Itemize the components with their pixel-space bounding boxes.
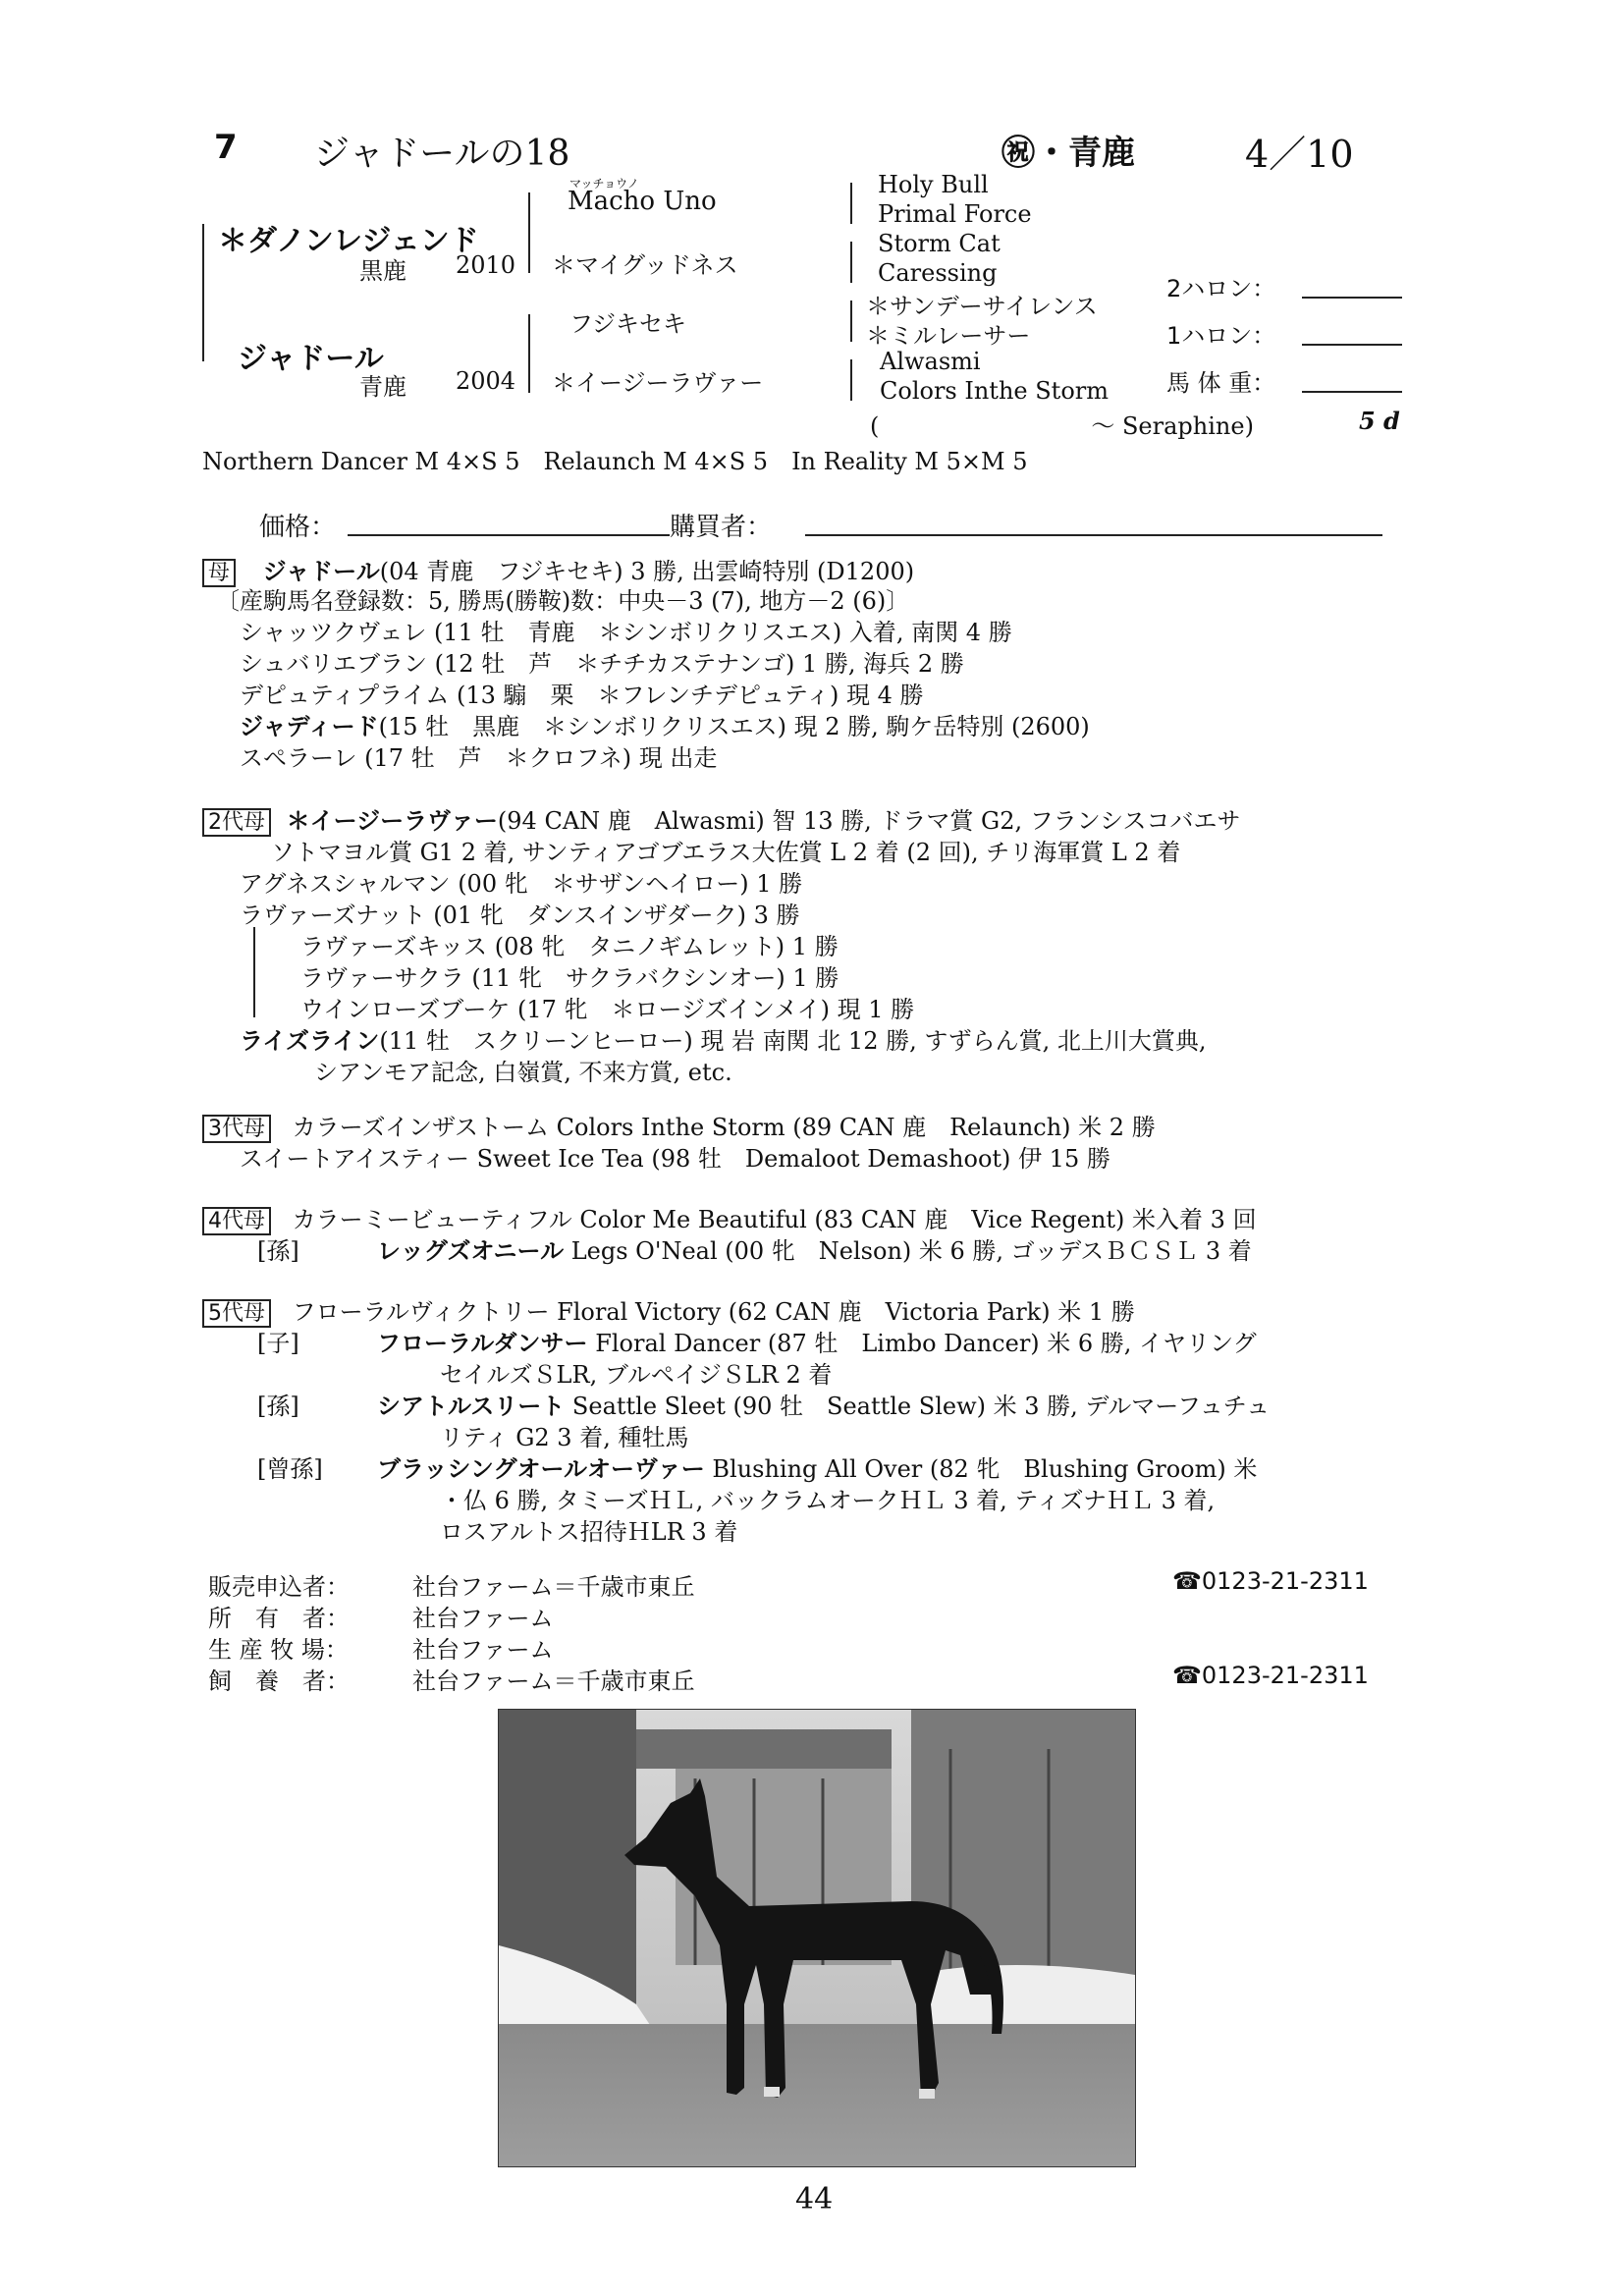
dam-line-3: デピュティプライム (13 騸 栗 ＊フレンチデピュティ) 現 4 勝 xyxy=(240,682,924,709)
fifth-dam-label: 5代母 xyxy=(202,1299,271,1328)
sire-dam: ＊マイグッドネス xyxy=(552,251,738,279)
sire-color: 黒鹿 xyxy=(359,257,406,285)
dam-year: 2004 xyxy=(456,367,516,395)
contact-label-3: 生 産 牧 場： xyxy=(208,1636,349,1664)
fourth-dam-entry: レッグズオニール Legs O'Neal (00 牝 Nelson) 米 6 勝, ゴッデスＢＣＳＬ 3 着 xyxy=(377,1237,1252,1265)
dam-label: 母 xyxy=(202,559,236,587)
price-field[interactable] xyxy=(348,534,670,536)
gen3-6: ＊ミルレーサー xyxy=(866,322,1031,350)
dam-color: 青鹿 xyxy=(359,373,406,401)
third-dam-line: スイートアイスティー Sweet Ice Tea (98 牡 Demaloot Demashoot) 伊 15 勝 xyxy=(240,1145,1110,1173)
dam-line-1: シャッツクヴェレ (11 牡 青鹿 ＊シンボリクリスエス) 入着, 南関 4 勝 xyxy=(240,619,1012,646)
gen3-5: ＊サンデーサイレンス xyxy=(866,293,1098,320)
dam-line-4: ジャディード(15 牡 黒鹿 ＊シンボリクリスエス) 現 2 勝, 駒ケ岳特別 (2600) xyxy=(240,713,1090,740)
third-dam-label: 3代母 xyxy=(202,1115,271,1143)
horse-name: ジャドールの18 xyxy=(314,134,570,174)
dam-dam: ＊イージーラヴァー xyxy=(552,369,764,397)
price-label: 価格： xyxy=(259,513,337,542)
horse-photo xyxy=(498,1709,1136,2167)
measure-2f-label: 2ハロン： xyxy=(1166,275,1276,302)
dam-head-name: ジャドール xyxy=(262,558,380,585)
contact-phone-4: ☎0123-21-2311 xyxy=(1172,1662,1369,1689)
contact-label-4: 飼 養 者： xyxy=(208,1667,350,1695)
buyer-field[interactable] xyxy=(805,534,1382,536)
fifth-dam-entry-3: ブラッシングオールオーヴァー Blushing All Over (82 牝 Blushing Groom) 米 xyxy=(377,1455,1258,1483)
fifth-dam-entry-2: シアトルスリート Seattle Sleet (90 牡 Seattle Slew) 米 3 勝, デルマーフュチュ xyxy=(377,1393,1271,1420)
sire-name: ＊ダノンレジェンド xyxy=(218,224,479,258)
tail-note: 5 d xyxy=(1359,407,1400,435)
fifth-dam-rel-2: [孫] xyxy=(257,1393,299,1420)
sire-year: 2010 xyxy=(456,251,516,279)
page-number: 44 xyxy=(795,2182,834,2216)
fifth-dam-entry-1-cont: セイルズＳLR, ブルペイジＳLR 2 着 xyxy=(440,1361,833,1389)
third-dam-section xyxy=(202,1108,1156,1143)
second-dam-line-4: ラヴァーサクラ (11 牝 サクラバクシンオー) 1 勝 xyxy=(300,964,839,992)
fifth-dam-rel-3: [曾孫] xyxy=(257,1455,323,1483)
contact-value-1: 社台ファーム＝千歳市東丘 xyxy=(412,1573,695,1601)
contact-value-2: 社台ファーム xyxy=(412,1605,554,1632)
contact-value-3: 社台ファーム xyxy=(412,1636,554,1664)
gen3-1: Holy Bull xyxy=(878,171,989,198)
fourth-dam-label: 4代母 xyxy=(202,1207,271,1235)
fifth-dam-entry-3-cont2: ロスアルトス招待ＨLR 3 着 xyxy=(440,1518,738,1546)
dam-summary: 〔産駒馬名登録数：5, 勝馬(勝鞍)数：中央－3 (7), 地方－2 (6)〕 xyxy=(216,587,910,615)
measure-1f-label: 1ハロン： xyxy=(1166,322,1276,350)
buyer-label: 購買者： xyxy=(670,513,773,542)
sire-sire-ruby: マッチョウノ xyxy=(569,177,639,191)
second-dam-head-rest: (94 CAN 鹿 Alwasmi) 智 13 勝, ドラマ賞 G2, フランシスコバエサ xyxy=(497,807,1241,835)
second-dam-line-6: ライズライン(11 牡 スクリーンヒーロー) 現 岩 南関 北 12 勝, すずらん賞, 北上川大賞典, xyxy=(240,1027,1207,1055)
second-dam-line-5: ウインローズブーケ (17 牝 ＊ロージズインメイ) 現 1 勝 xyxy=(300,996,915,1023)
dam-line-5: スペラーレ (17 牡 芦 ＊クロフネ) 現 出走 xyxy=(240,744,718,772)
dam-name: ジャドール xyxy=(238,342,384,376)
fifth-dam-entry-2-cont: リティ G2 3 着, 種牡馬 xyxy=(440,1424,689,1451)
fourth-dam-text: カラーミービューティフル Color Me Beautiful (83 CAN 鹿 Vice Regent) 米入着 3 回 xyxy=(292,1206,1257,1233)
second-dam-label: 2代母 xyxy=(202,808,271,837)
fifth-dam-entry-1: フローラルダンサー Floral Dancer (87 牡 Limbo Dancer) 米 6 勝, イヤリング xyxy=(377,1330,1257,1357)
sex-color: ㊗・青鹿 xyxy=(1001,134,1135,173)
sire-sire: Macho Uno xyxy=(568,187,717,216)
dam-head-rest: (04 青鹿 フジキセキ) 3 勝, 出雲崎特別 (D1200) xyxy=(379,558,915,585)
second-dam-line-3: ラヴァーズキッス (08 牝 タニノギムレット) 1 勝 xyxy=(300,933,839,960)
contact-label-1: 販売申込者： xyxy=(208,1573,350,1601)
second-dam-head-name: ＊イージーラヴァー xyxy=(286,807,498,835)
horse-photo-image xyxy=(499,1710,1135,2166)
second-dam-section xyxy=(202,801,1240,837)
contact-phone-1: ☎0123-21-2311 xyxy=(1172,1567,1369,1595)
contact-label-2: 所 有 者： xyxy=(208,1605,350,1632)
gen3-8: Colors Inthe Storm xyxy=(880,377,1109,405)
contact-value-4: 社台ファーム＝千歳市東丘 xyxy=(412,1667,695,1695)
birth-date: 4／10 xyxy=(1245,133,1354,176)
second-dam-line-7: シアンモア記念, 白嶺賞, 不来方賞, etc. xyxy=(314,1059,732,1086)
second-dam-cont: ソトマヨル賞 G1 2 着, サンティアゴブエラス大佐賞 L 2 着 (2 回), チリ海軍賞 L 2 着 xyxy=(271,839,1181,866)
third-dam-text: カラーズインザストーム Colors Inthe Storm (89 CAN 鹿 Relaunch) 米 2 勝 xyxy=(292,1114,1156,1141)
second-dam-line-2: ラヴァーズナット (01 牝 ダンスインザダーク) 3 勝 xyxy=(240,902,800,929)
fourth-dam-rel: [孫] xyxy=(257,1237,299,1265)
gen3-2: Primal Force xyxy=(878,200,1032,228)
lot-number: 7 xyxy=(214,128,238,167)
fifth-dam-entry-3-cont: ・仏 6 勝, タミーズＨＬ, バックラムオークＨＬ 3 着, ティズナＨＬ 3 着, xyxy=(440,1487,1216,1514)
gen3-3: Storm Cat xyxy=(878,230,1001,257)
inbreeding: Northern Dancer M 4×S 5 Relaunch M 4×S 5 In Reality M 5×M 5 xyxy=(202,448,1028,475)
fifth-dam-text: フローラルヴィクトリー Floral Victory (62 CAN 鹿 Victoria Park) 米 1 勝 xyxy=(292,1298,1135,1326)
fifth-dam-rel-1: [子] xyxy=(257,1330,299,1357)
gen3-4: Caressing xyxy=(878,259,998,287)
second-dam-line-1: アグネスシャルマン (00 牝 ＊サザンヘイロー) 1 勝 xyxy=(240,870,803,898)
dam-line-2: シュバリエブラン (12 牡 芦 ＊チチカステナンゴ) 1 勝, 海兵 2 勝 xyxy=(240,650,964,678)
measure-weight-label: 馬 体 重： xyxy=(1166,369,1276,397)
gen3-tail: ( ～ Seraphine) xyxy=(870,412,1254,440)
fourth-dam-section xyxy=(202,1200,1257,1235)
dam-sire: フジキセキ xyxy=(569,310,687,338)
gen3-7: Alwasmi xyxy=(880,348,981,375)
fifth-dam-section xyxy=(202,1292,1135,1328)
